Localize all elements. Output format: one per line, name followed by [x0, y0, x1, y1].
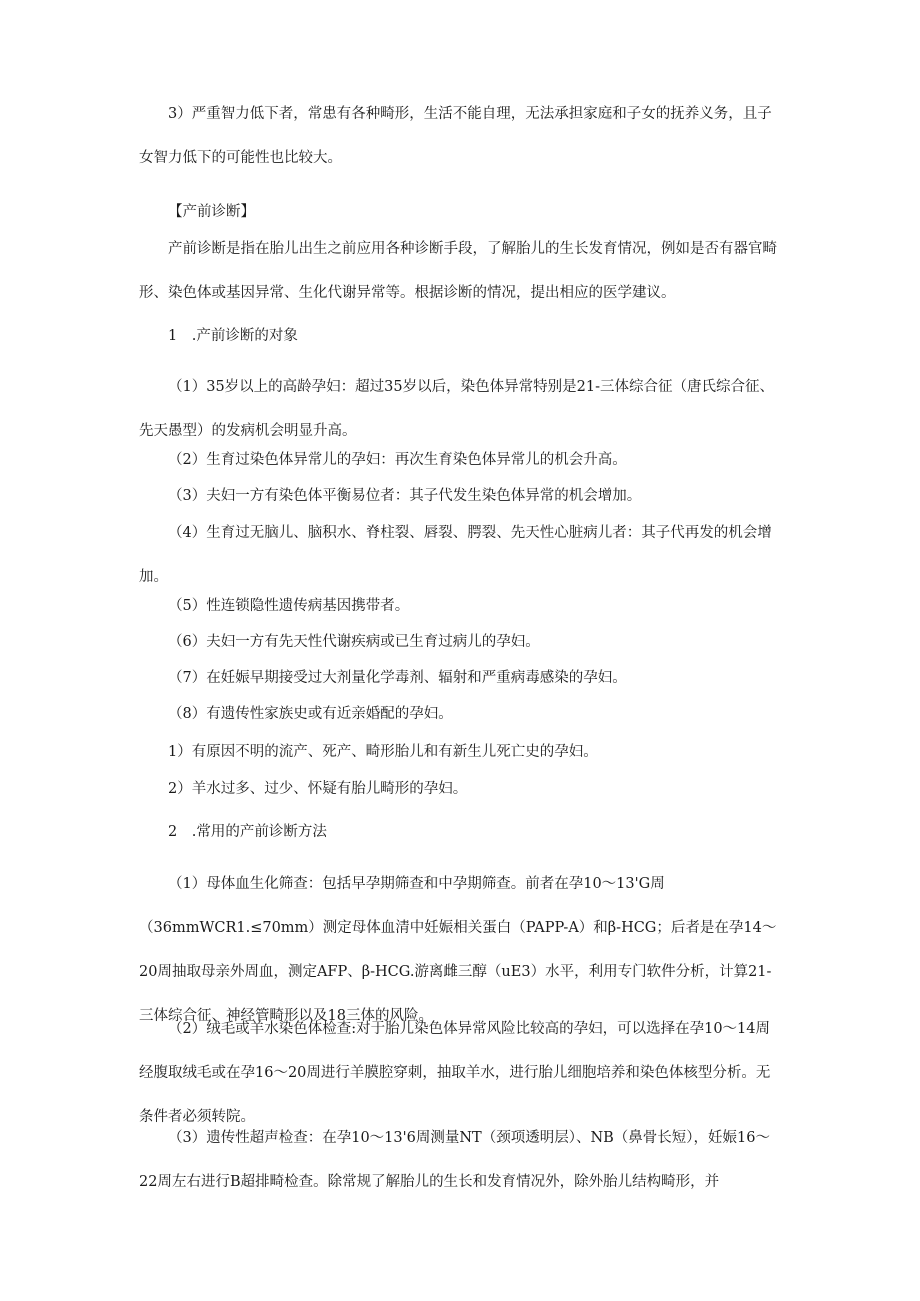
list-item-target-2: （2）生育过染色体异常儿的孕妇：再次生育染色体异常儿的机会升高。	[168, 452, 627, 468]
list-item-sub-2: 2）羊水过多、过少、怀疑有胎儿畸形的孕妇。	[168, 781, 468, 797]
subheading-diagnosis-methods: 2 .常用的产前诊断方法	[168, 824, 327, 840]
paragraph-method-1: （1）母体血生化筛查：包括早孕期筛查和中孕期筛查。前者在孕10～13'G周（36mmWCR1.≤70mm）测定母体血清中妊娠相关蛋白（PAPP-A）和β-HCG；后者是在孕14～20周抽取母亲外周血，测定AFP、β-HCG.游离雌三醇（uE3）水平，利用专门软件分析，计算21-三体综合征、神经管畸形以及18三体的风险。	[139, 876, 777, 1024]
paragraph-prenatal-definition: 产前诊断是指在胎儿出生之前应用各种诊断手段，了解胎儿的生长发育情况，例如是否有器官畸形、染色体或基因异常、生化代谢异常等。根据诊断的情况，提出相应的医学建议。	[139, 241, 777, 301]
list-item-sub-1: 1）有原因不明的流产、死产、畸形胎儿和有新生儿死亡史的孕妇。	[168, 744, 598, 760]
paragraph-method-2: （2）绒毛或羊水染色体检查:对于胎儿染色体异常风险比较高的孕妇，可以选择在孕10～14周经腹取绒毛或在孕16～20周进行羊膜腔穿刺，抽取羊水，进行胎儿细胞培养和染色体核型分析。无条件者必须转院。	[139, 1021, 771, 1125]
list-item-target-6: （6）夫妇一方有先天性代谢疾病或已生育过病儿的孕妇。	[168, 634, 540, 650]
paragraph-intellectual-disability: 3）严重智力低下者，常患有各种畸形，生活不能自理，无法承担家庭和子女的抚养义务，且子女智力低下的可能性也比较大。	[139, 106, 772, 166]
subheading-diagnosis-targets: 1 .产前诊断的对象	[168, 328, 298, 344]
list-item-target-7: （7）在妊娠早期接受过大剂量化学毒剂、辐射和严重病毒感染的孕妇。	[168, 670, 627, 686]
list-item-target-4: （4）生育过无脑儿、脑积水、脊柱裂、唇裂、腭裂、先天性心脏病儿者：其子代再发的机会增加。	[139, 525, 772, 585]
list-item-target-3: （3）夫妇一方有染色体平衡易位者：其子代发生染色体异常的机会增加。	[168, 488, 642, 504]
list-item-target-8: （8）有遗传性家族史或有近亲婚配的孕妇。	[168, 706, 453, 722]
list-item-target-1: （1）35岁以上的高龄孕妇：超过35岁以后，染色体异常特别是21-三体综合征（唐氏综合征、先天愚型）的发病机会明显升高。	[139, 379, 774, 439]
list-item-target-5: （5）性连锁隐性遗传病基因携带者。	[168, 598, 410, 614]
paragraph-method-3: （3）遗传性超声检查：在孕10～13'6周测量NT（颈项透明层）、NB（鼻骨长短），妊娠16～22周左右进行B超排畸检查。除常规了解胎儿的生长和发育情况外，除外胎儿结构畸形，并	[139, 1130, 770, 1190]
section-heading-prenatal-diagnosis: 【产前诊断】	[168, 204, 255, 220]
